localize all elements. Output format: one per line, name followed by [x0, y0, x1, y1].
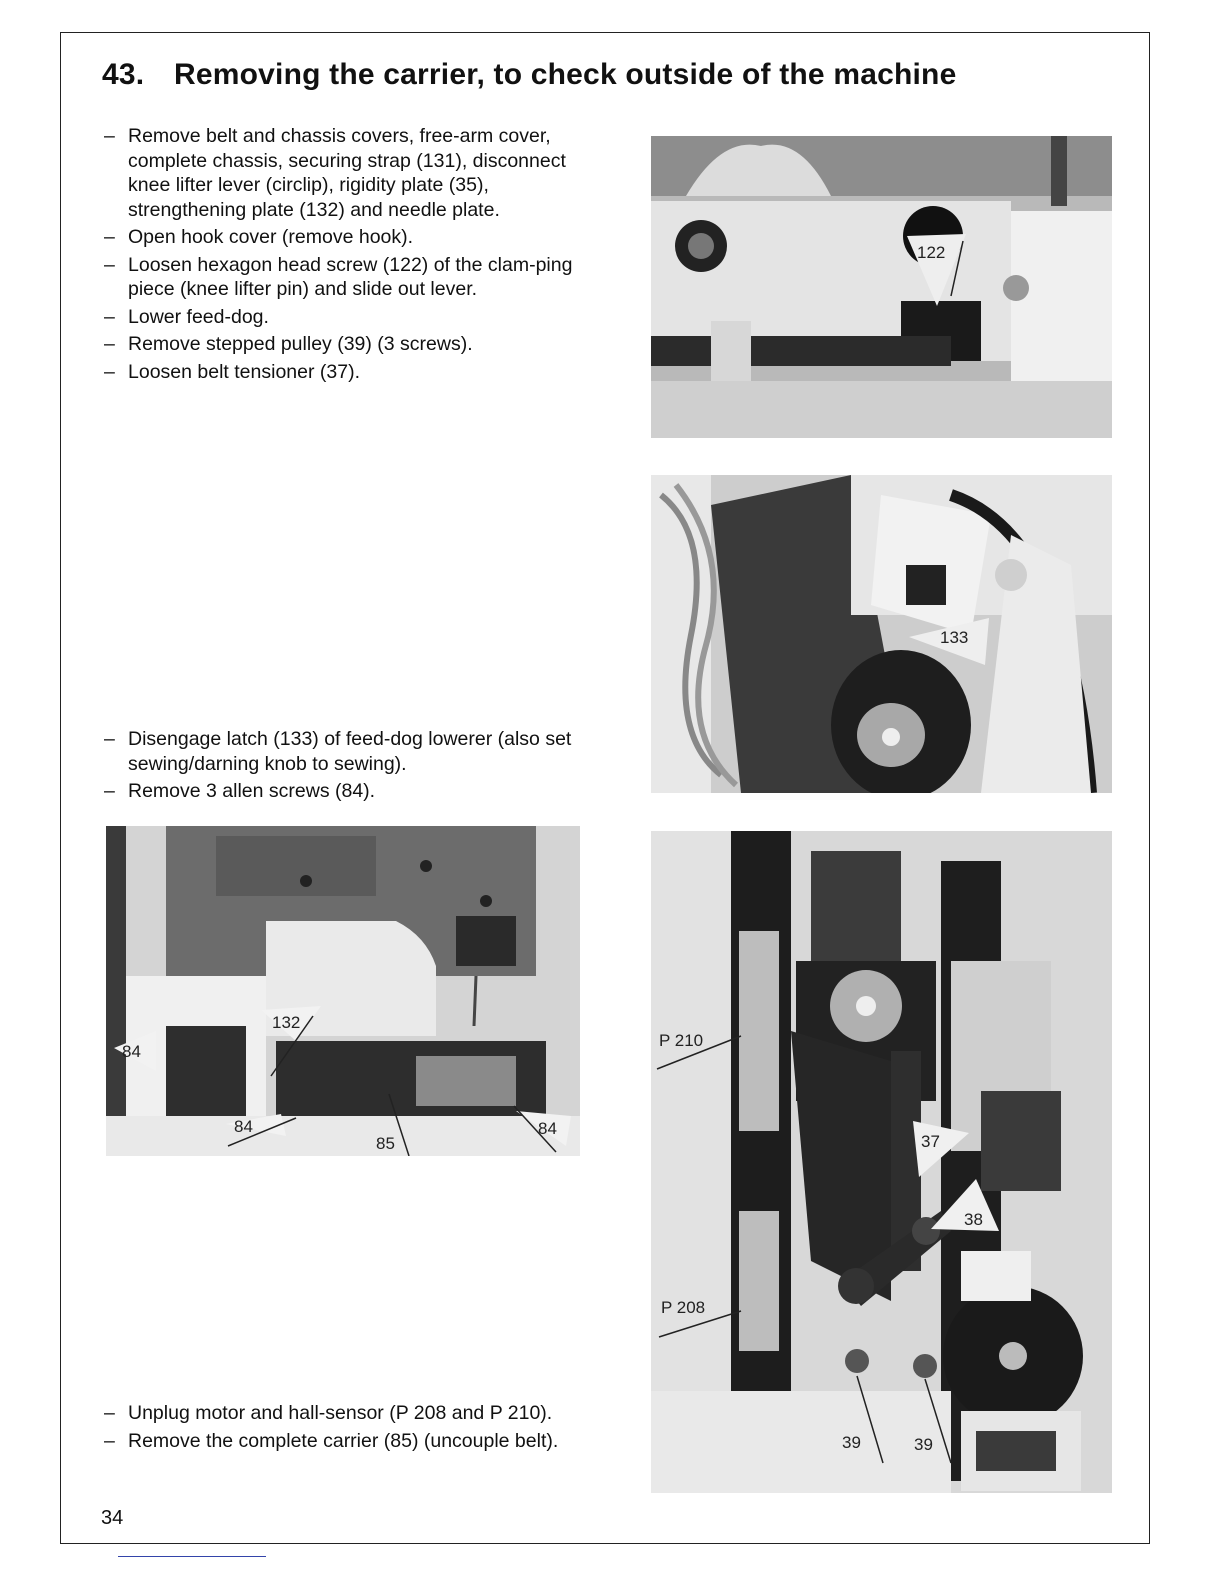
steps-list-1	[104, 124, 594, 387]
steps-list-3	[104, 1401, 564, 1456]
photo-chassis-screws	[106, 826, 580, 1156]
callout-label: 39	[914, 1435, 933, 1454]
callout-label: 132	[272, 1013, 301, 1032]
footer-rule	[118, 1556, 266, 1557]
steps-list-2	[104, 727, 594, 807]
callout-label: 84	[538, 1119, 557, 1138]
step-item: – Lower feed-dog.	[104, 305, 594, 330]
callout-label: 85	[376, 1134, 395, 1153]
step-item: – Loosen hexagon head screw (122) of the clam-ping piece (knee lifter pin) and slide out lever.	[104, 253, 594, 302]
step-item: – Loosen belt tensioner (37).	[104, 360, 594, 385]
step-item: – Remove belt and chassis covers, free-arm cover, complete chassis, securing strap (131), disconnect knee lifter lever (circlip), rigidity plate (35), strengthening plate (132) and needle plate.	[104, 124, 594, 222]
step-item: – Remove the complete carrier (85) (uncouple belt).	[104, 1429, 564, 1454]
photo-hook-area	[651, 136, 1112, 438]
step-item: – Open hook cover (remove hook).	[104, 225, 594, 250]
callout-label: 84	[234, 1117, 253, 1136]
callout-label: 133	[940, 628, 969, 647]
callout-label: 39	[842, 1433, 861, 1452]
section-number: 43.	[102, 58, 145, 91]
callout-label: 38	[964, 1210, 983, 1229]
step-item: – Remove stepped pulley (39) (3 screws).	[104, 332, 594, 357]
step-item: – Remove 3 allen screws (84).	[104, 779, 594, 804]
step-item: – Disengage latch (133) of feed-dog lowerer (also set sewing/darning knob to sewing).	[104, 727, 594, 776]
page-number: 34	[101, 1507, 124, 1529]
callout-label: 37	[921, 1132, 940, 1151]
callout-label: 84	[122, 1042, 141, 1061]
section-title: Removing the carrier, to check outside of the machine	[174, 58, 957, 91]
photo-motor-carrier	[651, 831, 1112, 1493]
callout-label: 122	[917, 243, 946, 262]
callout-label: P 208	[661, 1298, 706, 1317]
callout-label: P 210	[659, 1031, 704, 1050]
step-item: – Unplug motor and hall-sensor (P 208 and P 210).	[104, 1401, 564, 1426]
section-heading	[102, 58, 956, 92]
photo-feed-dog-latch	[651, 475, 1112, 793]
